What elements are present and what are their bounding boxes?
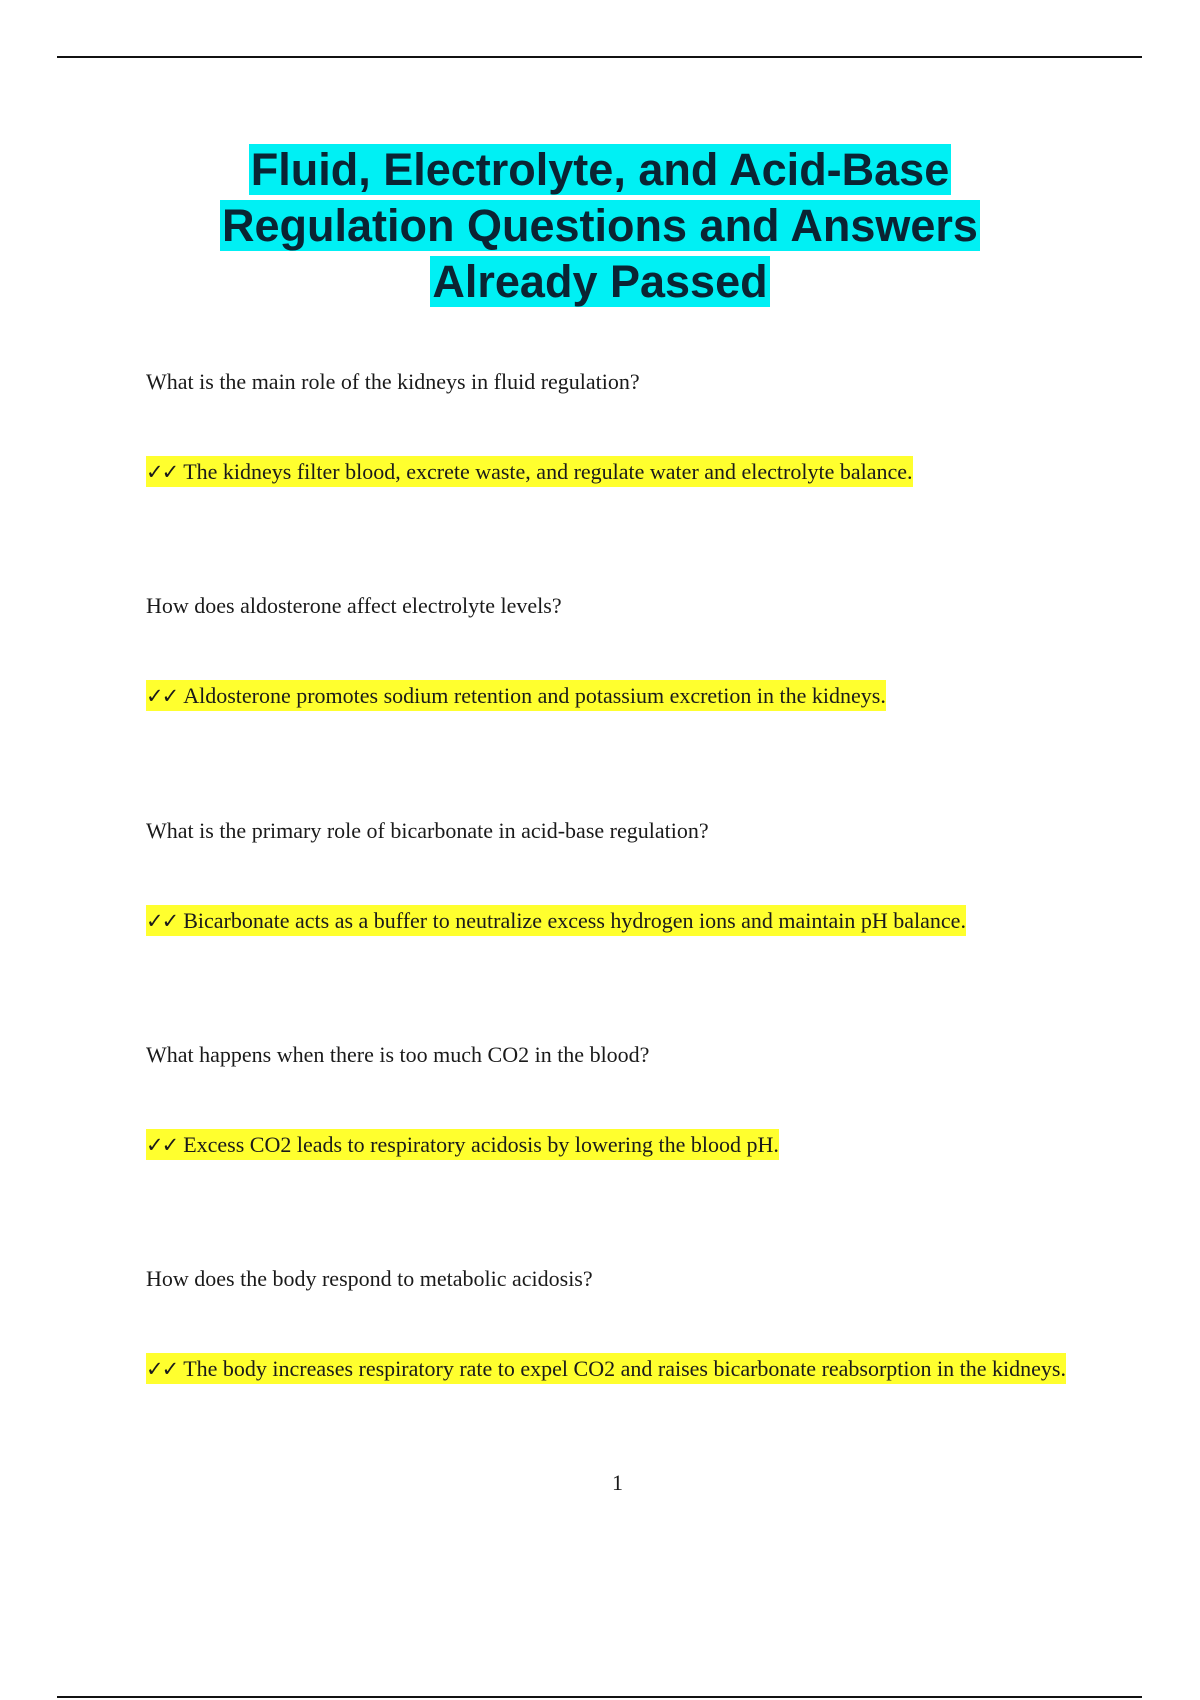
- answer-body: Excess CO2 leads to respiratory acidosis by lowering the blood pH.: [183, 1132, 779, 1157]
- answer-text: [146, 890, 1086, 952]
- document-title: [0, 142, 1200, 310]
- page-number: 1: [612, 1470, 623, 1495]
- qa-item-3: [146, 816, 1086, 952]
- answer-text: [146, 441, 1086, 503]
- title-line-1: Fluid, Electrolyte, and Acid-Base: [250, 144, 950, 195]
- check-icon: ✓✓: [146, 1357, 178, 1381]
- question-text: How does aldosterone affect electrolyte levels?: [146, 593, 562, 618]
- check-icon: ✓✓: [146, 684, 178, 708]
- top-rule: [57, 56, 1142, 58]
- bottom-rule: [57, 1696, 1142, 1698]
- answer-body: Bicarbonate acts as a buffer to neutralize excess hydrogen ions and maintain pH balance.: [183, 908, 966, 933]
- check-icon: ✓✓: [146, 1133, 178, 1157]
- question-text: How does the body respond to metabolic acidosis?: [146, 1266, 593, 1291]
- question-text: What is the main role of the kidneys in fluid regulation?: [146, 369, 640, 394]
- qa-item-1: [146, 367, 1086, 503]
- answer-text: [146, 665, 1086, 727]
- title-line-3: Already Passed: [432, 256, 768, 307]
- check-icon: ✓✓: [146, 909, 178, 933]
- answer-text: [146, 1114, 1086, 1176]
- answer-body: The kidneys filter blood, excrete waste, and regulate water and electrolyte balance.: [183, 459, 913, 484]
- qa-item-4: [146, 1040, 1086, 1176]
- qa-item-5: [146, 1264, 1086, 1400]
- answer-body: The body increases respiratory rate to expel CO2 and raises bicarbonate reabsorption in the kidneys.: [183, 1356, 1066, 1381]
- answer-body: Aldosterone promotes sodium retention and potassium excretion in the kidneys.: [183, 683, 886, 708]
- answer-text: [146, 1338, 1086, 1400]
- question-text: What is the primary role of bicarbonate in acid-base regulation?: [146, 818, 709, 843]
- check-icon: ✓✓: [146, 460, 178, 484]
- qa-item-2: [146, 591, 1086, 727]
- title-line-2: Regulation Questions and Answers: [222, 200, 978, 251]
- question-text: What happens when there is too much CO2 in the blood?: [146, 1042, 650, 1067]
